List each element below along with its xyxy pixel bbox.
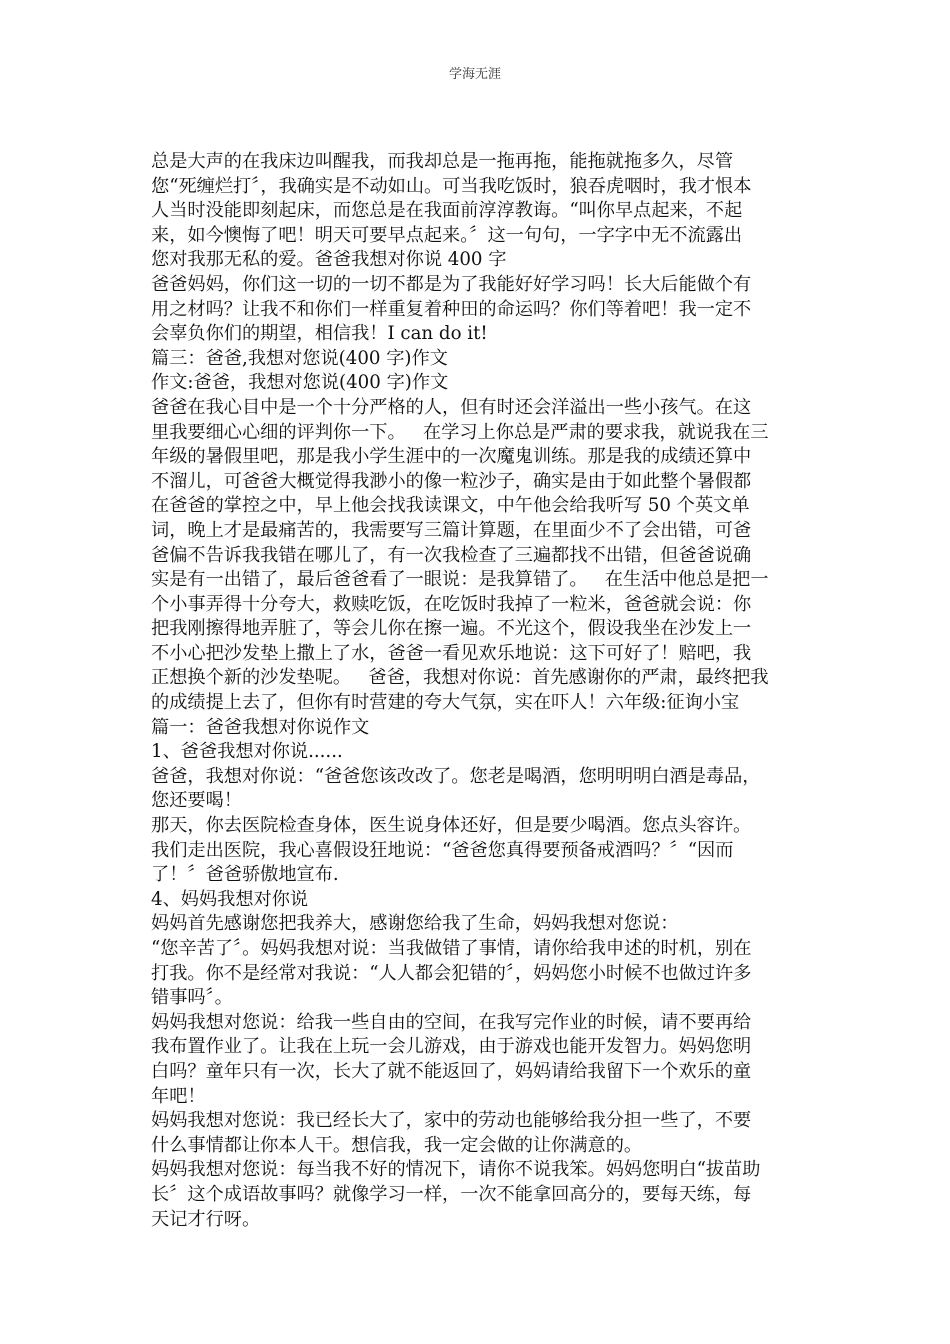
- text-line: 里我要细心心细的评判你一下。 在学习上你总是严肃的要求我，就说我在三: [151, 421, 769, 443]
- text-line: 您对我那无私的爱。爸爸我想对你说 400 字: [151, 249, 507, 271]
- text-line: 天记才行呀。: [151, 1208, 261, 1230]
- text-line: 妈妈我想对您说：给我一些自由的空间，在我写完作业的时候，请不要再给: [151, 1011, 752, 1033]
- text-line: 总是大声的在我床边叫醒我，而我却总是一拖再拖，能拖就拖多久，尽管: [151, 151, 734, 172]
- text-line: 不溜儿，可爸爸大概觉得我渺小的像一粒沙子，确实是由于如此整个暑假都: [151, 470, 752, 492]
- text-line: 您还要喝！: [151, 790, 242, 812]
- text-line: 4、妈妈我想对你说: [151, 888, 309, 910]
- text-line: 实是有一出错了，最后爸爸看了一眼说：是我算错了。 在生活中他总是把一: [151, 569, 769, 591]
- text-line: 错事吗〞。: [151, 987, 233, 1009]
- text-line: 爸爸，我想对你说：“爸爸您该改改了。您老是喝酒，您明明明白酒是毒品，: [151, 765, 761, 787]
- text-line: 爸爸在我心目中是一个十分严格的人，但有时还会洋溢出一些小孩气。在这: [151, 396, 752, 418]
- text-line: 不小心把沙发垫上撒上了水，爸爸一看见欢乐地说：这下可好了！赔吧，我: [151, 642, 752, 664]
- text-line: 打我。你不是经常对我说：“人人都会犯错的〞，妈妈您小时候不也做过许多: [151, 962, 752, 984]
- text-line: 篇三：爸爸,我想对您说(400 字)作文: [151, 347, 448, 369]
- text-line: 我布置作业了。让我在上玩一会儿游戏，由于游戏也能开发智力。妈妈您明: [151, 1036, 752, 1058]
- text-line: “您辛苦了〞。妈妈我想对说：当我做错了事情，请你给我申述的时机，别在: [151, 938, 752, 959]
- text-line: 年吧！: [151, 1085, 206, 1107]
- text-line: 把我刚擦得地弄脏了，等会儿你在擦一遍。不光这个，假设我坐在沙发上一: [151, 618, 752, 640]
- text-line: 爸偏不告诉我我错在哪儿了，有一次我检查了三遍都找不出错，但爸爸说确: [151, 544, 752, 566]
- text-line: 我们走出医院，我心喜假设狂地说：“爸爸您真得要预备戒酒吗？〞“因而: [151, 839, 734, 861]
- text-line: 篇一：爸爸我想对你说作文: [151, 716, 370, 738]
- document-body: [151, 150, 799, 1232]
- text-line: 长〞这个成语故事吗？就像学习一样，一次不能拿回高分的，要每天练，每: [151, 1183, 752, 1205]
- text-line: 您“死缠烂打〞，我确实是不动如山。可当我吃饭时，狼吞虎咽时，我才恨本: [151, 175, 752, 197]
- text-line: 作文:爸爸，我想对您说(400 字)作文: [151, 372, 449, 394]
- text-line: 妈妈首先感谢您把我养大，感谢您给我了生命，妈妈我想对您说：: [151, 913, 679, 935]
- text-line: 白吗？童年只有一次，长大了就不能返回了，妈妈请给我留下一个欢乐的童: [151, 1060, 752, 1082]
- text-line: 个小事弄得十分夸大，救赎吃饭，在吃饭时我掉了一粒米，爸爸就会说：你: [151, 593, 752, 615]
- text-line: 什么事情都让你本人干。想信我，我一定会做的让你满意的。: [151, 1134, 643, 1156]
- page-header: 学海无涯: [448, 67, 501, 82]
- text-line: 在爸爸的掌控之中，早上他会找我读课文，中午他会给我听写 50 个英文单: [151, 495, 750, 517]
- text-line: 妈妈我想对您说：我已经长大了，家中的劳动也能够给我分担一些了，不要: [151, 1110, 752, 1132]
- text-line: 1、爸爸我想对你说......: [151, 741, 343, 763]
- text-line: 的成绩提上去了，但你有时营建的夸大气氛，实在吓人！六年级:征询小宝: [151, 692, 740, 714]
- text-line: 正想换个新的沙发垫呢。 爸爸，我想对你说：首先感谢你的严肃，最终把我: [151, 667, 769, 689]
- text-line: 爸爸妈妈，你们这一切的一切不都是为了我能好好学习吗！长大后能做个有: [151, 273, 752, 295]
- text-line: 用之材吗？让我不和你们一样重复着种田的命运吗？你们等着吧！我一定不: [151, 298, 752, 320]
- text-line: 会辜负你们的期望，相信我！I can do it!: [151, 323, 488, 345]
- text-line: 来，如今懊悔了吧！明天可要早点起来。〞这一句句，一字字中无不流露出: [151, 224, 743, 246]
- text-line: 了！〞爸爸骄傲地宣布.: [151, 864, 339, 886]
- text-line: 妈妈我想对您说：每当我不好的情况下，请你不说我笨。妈妈您明白“拔苗助: [151, 1159, 761, 1181]
- text-line: 那天，你去医院检查身体，医生说身体还好，但是要少喝酒。您点头容许。: [151, 815, 752, 837]
- text-line: 词，晚上才是最痛苦的，我需要写三篇计算题，在里面少不了会出错，可爸: [151, 519, 752, 541]
- text-line: 年级的暑假里吧，那是我小学生涯中的一次魔鬼训练。那是我的成绩还算中: [151, 446, 752, 468]
- text-line: 人当时没能即刻起床，而您总是在我面前淳淳教诲。“叫你早点起来，不起: [151, 200, 743, 222]
